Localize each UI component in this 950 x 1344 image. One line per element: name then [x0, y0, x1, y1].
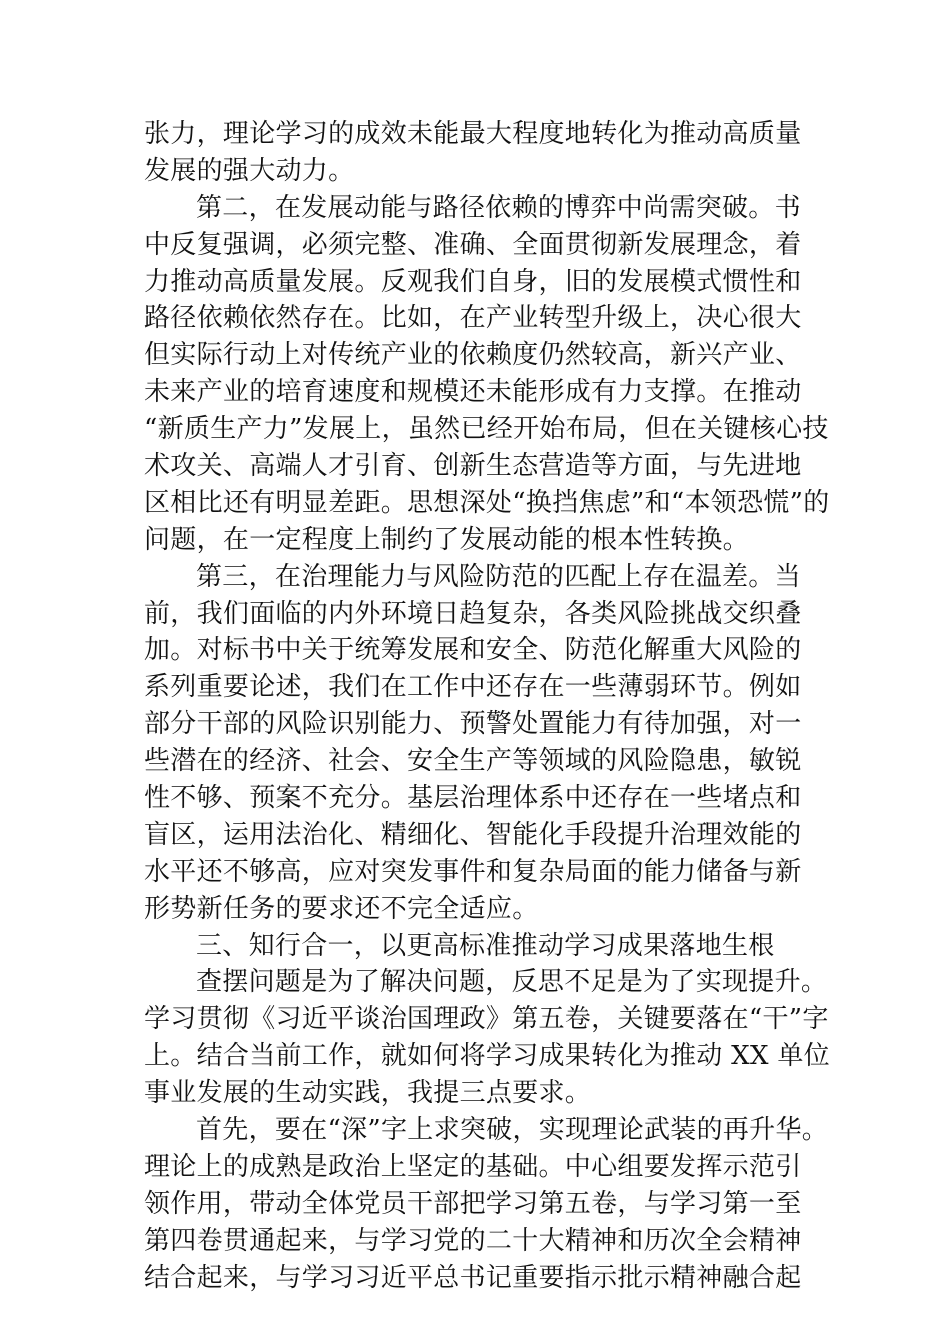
text-line: 水平还不够高，应对突发事件和复杂局面的能力储备与新: [144, 856, 802, 887]
text-line: 结合起来，与学习习近平总书记重要指示批示精神融合起: [144, 1262, 802, 1293]
text-line: 未来产业的培育速度和规模还未能形成有力支撑。在推动: [144, 377, 802, 408]
text-line: 力推动高质量发展。反观我们自身，旧的发展模式惯性和: [144, 266, 802, 297]
text-line: 事业发展的生动实践，我提三点要求。: [144, 1078, 592, 1109]
text-line: 发展的强大动力。: [144, 155, 355, 186]
text-line: 首先，要在“深”字上求突破，实现理论武装的再升华。: [196, 1115, 829, 1146]
text-line: 形势新任务的要求还不完全适应。: [144, 893, 539, 924]
text-line: 些潜在的经济、社会、安全生产等领域的风险隐患，敏锐: [144, 746, 802, 777]
text-line: 盲区，运用法治化、精细化、智能化手段提升治理效能的: [144, 819, 802, 850]
text-line: 查摆问题是为了解决问题，反思不足是为了实现提升。: [196, 967, 828, 998]
text-line: 张力，理论学习的成效未能最大程度地转化为推动高质量: [144, 119, 802, 149]
text-line: 理论上的成熟是政治上坚定的基础。中心组要发挥示范引: [144, 1151, 802, 1182]
text-line: 上。结合当前工作，就如何将学习成果转化为推动 XX 单位: [144, 1041, 830, 1072]
text-line: 术攻关、高端人才引育、创新生态营造等方面，与先进地: [144, 451, 802, 482]
text-line: 区相比还有明显差距。思想深处“换挡焦虑”和“本领恐慌”的: [144, 487, 830, 518]
text-line: 但实际行动上对传统产业的依赖度仍然较高，新兴产业、: [144, 340, 802, 371]
text-line: 路径依赖依然存在。比如，在产业转型升级上，决心很大: [144, 303, 802, 334]
text-line: 第四卷贯通起来，与学习党的二十大精神和历次全会精神: [144, 1225, 802, 1256]
text-line: 学习贯彻《习近平谈治国理政》第五卷，关键要落在“干”字: [144, 1004, 829, 1035]
text-line: 系列重要论述，我们在工作中还存在一些薄弱环节。例如: [144, 672, 802, 703]
text-line: 前，我们面临的内外环境日趋复杂，各类风险挑战交织叠: [144, 598, 802, 629]
text-line: 中反复强调，必须完整、准确、全面贯彻新发展理念，着: [144, 229, 802, 260]
text-line: “新质生产力”发展上，虽然已经开始布局，但在关键核心技: [144, 414, 829, 445]
text-line: 部分干部的风险识别能力、预警处置能力有待加强，对一: [144, 709, 802, 740]
text-line: 第二，在发展动能与路径依赖的博弈中尚需突破。书: [196, 192, 801, 223]
text-line: 性不够、预案不充分。基层治理体系中还存在一些堵点和: [144, 783, 802, 814]
text-line: 加。对标书中关于统筹发展和安全、防范化解重大风险的: [144, 635, 802, 666]
text-line: 领作用，带动全体党员干部把学习第五卷，与学习第一至: [144, 1188, 802, 1219]
document-body-text: [144, 116, 830, 1297]
text-line: 三、知行合一，以更高标准推动学习成果落地生根: [196, 930, 775, 961]
text-line: 问题，在一定程度上制约了发展动能的根本性转换。: [144, 524, 749, 555]
text-line: 第三，在治理能力与风险防范的匹配上存在温差。当: [196, 561, 801, 592]
